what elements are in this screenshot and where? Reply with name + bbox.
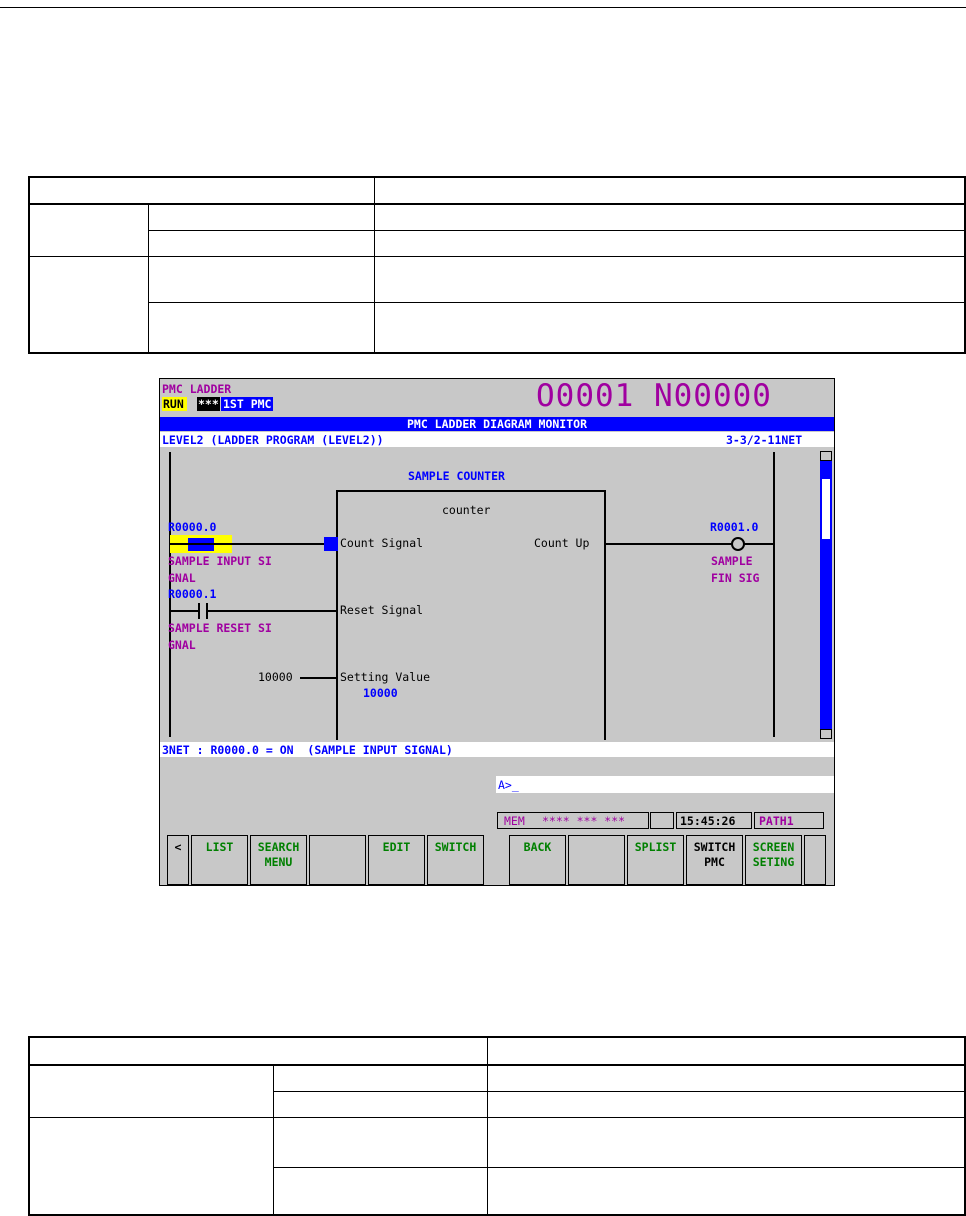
output-comment-1: SAMPLE xyxy=(711,554,753,568)
mem-label: MEM xyxy=(504,814,525,828)
reset-rung-line-left xyxy=(170,610,198,612)
softkey-screen-label-2: SETING xyxy=(752,855,795,869)
table-row-divider xyxy=(30,1117,964,1118)
table-row-divider xyxy=(273,1091,964,1092)
softkey-blank-1[interactable] xyxy=(309,835,366,885)
scroll-up-arrow[interactable] xyxy=(820,451,832,461)
softkey-prev-label: < xyxy=(174,840,182,854)
table-col-divider xyxy=(273,1066,274,1214)
softkey-switch-pmc[interactable] xyxy=(686,835,743,885)
output-address: R0001.0 xyxy=(710,520,759,534)
program-number: O0001 N00000 xyxy=(536,378,772,414)
lower-table xyxy=(28,1036,966,1216)
pmc-ladder-screen xyxy=(159,378,835,886)
setting-value-input: 10000 xyxy=(258,670,293,684)
softkey-blank-2[interactable] xyxy=(568,835,625,885)
softkey-back[interactable] xyxy=(509,835,566,885)
output-comment-2: FIN SIG xyxy=(711,571,760,585)
softkey-search-menu[interactable] xyxy=(250,835,307,885)
output-rung-line xyxy=(606,543,773,545)
setting-value-label: Setting Value xyxy=(340,670,431,684)
function-name: counter xyxy=(442,503,491,517)
softkey-search-label-1: SEARCH xyxy=(257,840,300,854)
status-empty-box xyxy=(650,812,674,829)
table-row-divider xyxy=(30,256,964,257)
softkey-screen-label-1: SCREEN xyxy=(752,840,795,854)
input-rung-line xyxy=(170,543,336,545)
softkey-switch-pmc-label-1: SWITCH xyxy=(693,840,736,854)
scroll-down-arrow[interactable] xyxy=(820,729,832,739)
mem-stars: **** *** *** xyxy=(542,814,626,828)
softkey-splist[interactable] xyxy=(627,835,684,885)
table-row-divider xyxy=(273,1167,964,1168)
command-prompt: A>_ xyxy=(498,778,519,792)
input-address: R0000.0 xyxy=(168,520,217,534)
status-stars: *** xyxy=(198,397,219,411)
run-status: RUN xyxy=(162,397,187,411)
softkey-splist-label: SPLIST xyxy=(634,840,677,854)
softkey-next[interactable] xyxy=(804,835,826,885)
table-col-divider xyxy=(148,205,149,352)
softkey-edit-label: EDIT xyxy=(382,840,411,854)
right-power-rail xyxy=(773,452,775,737)
softkey-search-label-2: MENU xyxy=(264,855,293,869)
reset-comment-2: GNAL xyxy=(168,638,196,652)
screen-title: PMC LADDER DIAGRAM MONITOR xyxy=(406,417,587,431)
setting-value-line xyxy=(300,677,336,679)
softkey-screen-setting[interactable] xyxy=(745,835,802,885)
count-signal-marker xyxy=(324,537,338,551)
softkey-switch-label: SWITCH xyxy=(434,840,477,854)
path-label: PATH1 xyxy=(759,814,794,828)
pmc-selector: 1ST PMC xyxy=(223,397,272,411)
table-row-divider xyxy=(148,230,964,231)
output-coil xyxy=(731,537,745,551)
table-row-divider xyxy=(30,203,964,205)
input-comment-2: GNAL xyxy=(168,571,196,585)
input-comment-1: SAMPLE INPUT SI xyxy=(168,554,272,568)
table-row-divider xyxy=(148,302,964,303)
command-input-field[interactable] xyxy=(496,776,834,793)
reset-comment-1: SAMPLE RESET SI xyxy=(168,621,272,635)
scrollbar-thumb[interactable] xyxy=(822,479,830,539)
function-title: SAMPLE COUNTER xyxy=(408,469,505,483)
reset-contact-bar-left xyxy=(198,603,200,619)
table-row-divider xyxy=(30,1064,964,1066)
table-col-divider xyxy=(374,178,375,352)
softkey-prev[interactable] xyxy=(167,835,189,885)
reset-address: R0000.1 xyxy=(168,587,217,601)
reset-rung-line-right xyxy=(208,610,336,612)
upper-table xyxy=(28,176,966,354)
net-info: 3-3/2-11NET xyxy=(726,433,803,447)
count-up-label: Count Up xyxy=(534,536,590,550)
softkey-edit[interactable] xyxy=(368,835,425,885)
softkey-switch-pmc-label-2: PMC xyxy=(704,855,725,869)
page-top-rule xyxy=(0,7,966,8)
setting-value-current: 10000 xyxy=(363,686,398,700)
table-col-divider xyxy=(487,1038,488,1214)
softkey-switch[interactable] xyxy=(427,835,484,885)
status-line: 3NET : R0000.0 = ON (SAMPLE INPUT SIGNAL) xyxy=(162,743,453,757)
mode-label: PMC LADDER xyxy=(162,382,232,396)
count-signal-label: Count Signal xyxy=(340,536,424,550)
softkey-list[interactable] xyxy=(191,835,248,885)
clock-time: 15:45:26 xyxy=(680,814,736,828)
softkey-back-label: BACK xyxy=(523,840,552,854)
softkey-list-label: LIST xyxy=(205,840,234,854)
level-info: LEVEL2 (LADDER PROGRAM (LEVEL2)) xyxy=(162,433,384,447)
reset-signal-label: Reset Signal xyxy=(340,603,424,617)
